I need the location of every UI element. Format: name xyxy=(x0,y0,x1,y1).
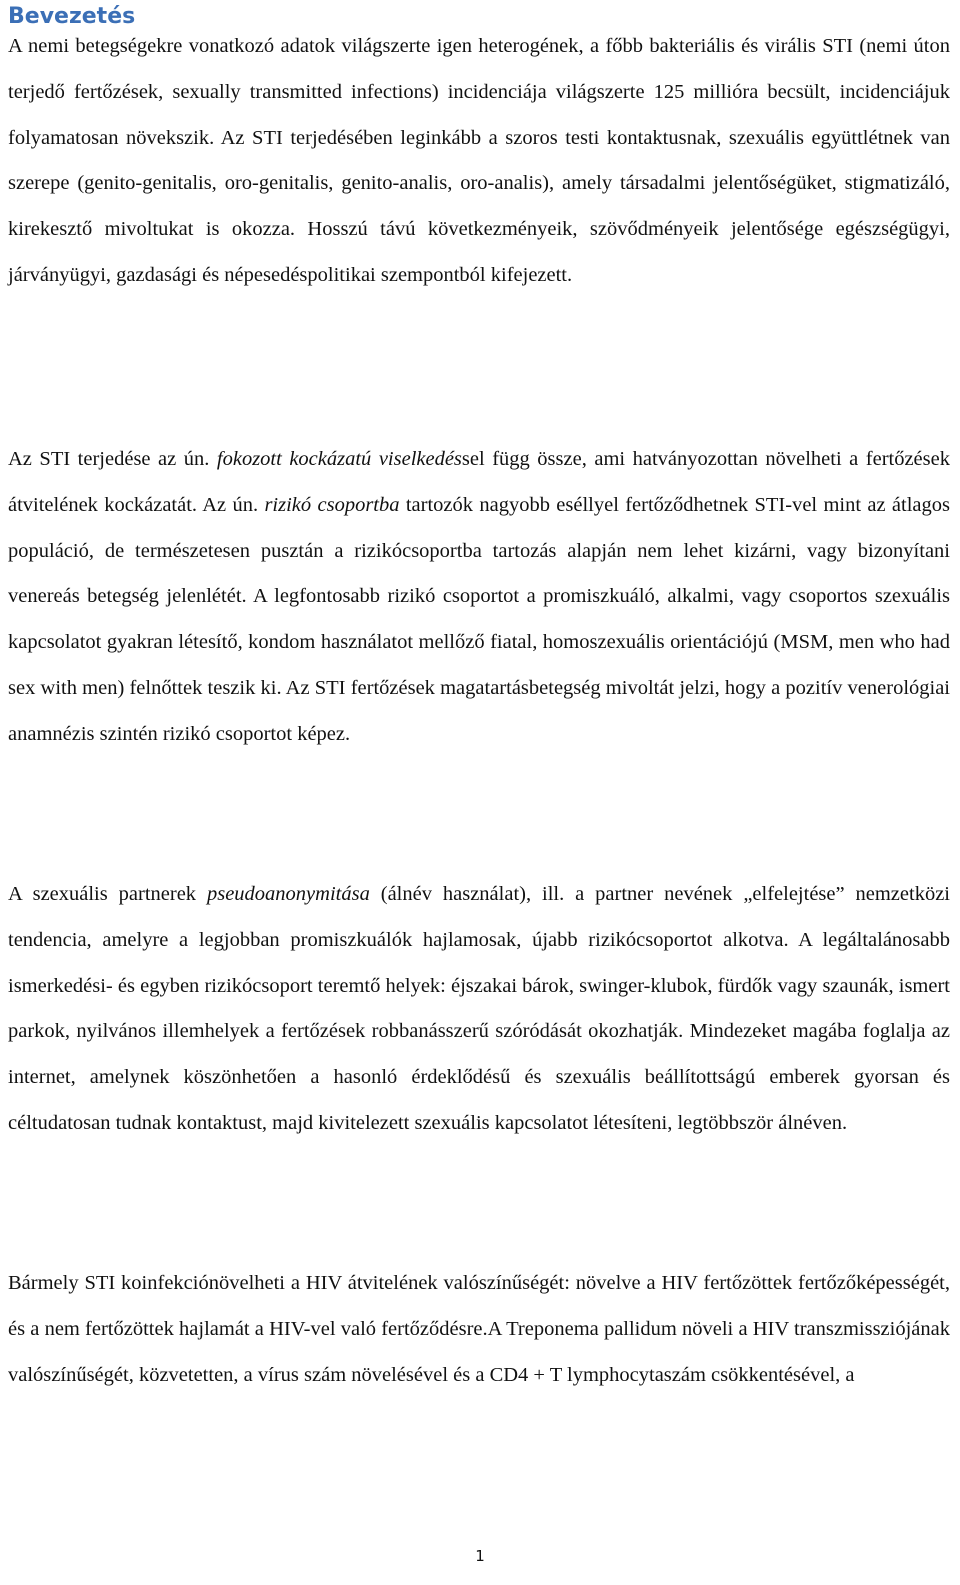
paragraph-risk-behavior xyxy=(8,437,950,758)
emphasis-term: pseudoanonymitása xyxy=(206,883,370,905)
paragraph-text: sel függ össze, ami hatványozottan növelheti a fertőzések átvitelének kockázatát. Az ún. xyxy=(8,448,950,516)
paragraph-text: (álnév használat), ill. a partner nevének „elfelejtése” nemzetközi tendencia, amelyre a legjobban promiszkuálók hajlamosak, újabb rizikócsoportot alkotva. A legáltalánosabb ismerkedési- és egyben rizikócsoport teremtő helyek: éjszakai bárok, swinger-klubok, fürdők vagy szaunák, ismert parkok, nyilvános illemhelyek a fertőzések robbanásszerű szóródását okozhatják. Mindezeket magába foglalja az internet, amelynek köszönhetően a hasonló érdeklődésű és szexuális beállítottságú emberek gyorsan és céltudatosan tudnak kontaktust, majd kivitelezett szexuális kapcsolatot létesíteni, legtöbbször álnéven. xyxy=(8,883,950,1134)
paragraph-text: tartozók nagyobb eséllyel fertőződhetnek STI-vel mint az átlagos populáció, de természetesen pusztán a rizikócsoportba tartozás alapján nem lehet kizárni, vagy bizonyítani venereás betegség jelenlétét. A legfontosabb rizikó csoportot a promiszkuáló, alkalmi, vagy csoportos szexuális kapcsolatot gyakran létesítő, kondom használatot mellőző fiatal, homoszexuális orientációjú (MSM, men who had sex with men) felnőttek teszik ki. Az STI fertőzések magatartásbetegség mivoltát jelzi, hogy a pozitív venerológiai anamnézis szintén rizikó csoportot képez. xyxy=(8,493,950,745)
paragraph-intro: A nemi betegségekre vonatkozó adatok világszerte igen heterogének, a főbb bakteriális és virális STI (nemi úton terjedő fertőzések, sexually transmitted infections) incidenciája világszerte 125 millióra becsült, incidenciájuk folyamatosan növekszik. Az STI terjedésében leginkább a szoros testi kontaktusnak, szexuális együttlétnek van szerepe (genito-genitalis, oro-genitalis, genito-analis, oro-analis), amely társadalmi jelentőségüket, stigmatizáló, kirekesztő mivoltukat is okozza. Hosszú távú következményeik, szövődményeik jelentősége egészségügyi, járványügyi, gazdasági és népesedéspolitikai szempontból kifejezett. xyxy=(8,35,950,286)
paragraph-text: Az STI terjedése az ún. xyxy=(8,448,217,470)
emphasis-term: rizikó csoportba xyxy=(264,493,400,516)
paragraph-text: A szexuális partnerek xyxy=(8,883,207,905)
section-heading: Bevezetés xyxy=(8,4,136,29)
emphasis-term: fokozott kockázatú viselkedés xyxy=(216,448,462,470)
paragraph-hiv-coinfection: Bármely STI koinfekciónövelheti a HIV átvitelének valószínűségét: növelve a HIV fertőzöttek fertőzőképességét, és a nem fertőzöttek hajlamát a HIV-vel való fertőződésre.A Treponema pallidum növeli a HIV transzmissziójának valószínűségét, közvetetten, a vírus szám növelésével és a CD4 + T lymphocytaszám csökkentésével, a xyxy=(8,1272,950,1386)
paragraph-pseudoanonymity xyxy=(8,872,950,1147)
page-number: 1 xyxy=(475,1547,485,1565)
